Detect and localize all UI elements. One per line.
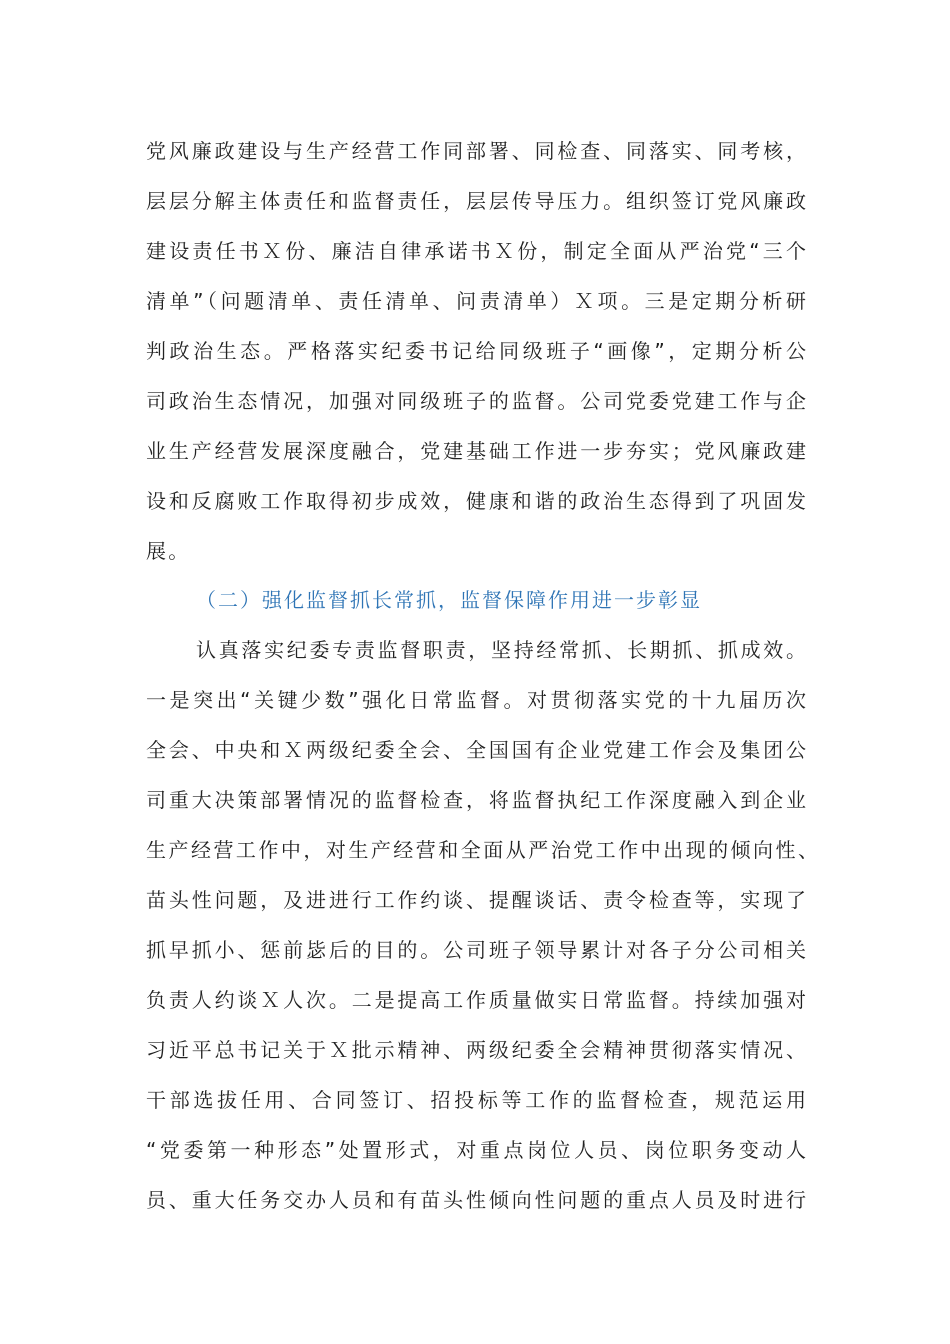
paragraph-1-line: 清单”（问题清单、责任清单、问责清单）Ｘ项。三是定期分析研 [146, 289, 806, 313]
paragraph-2-line: 生产经营工作中，对生产经营和全面从严治党工作中出现的倾向性、 [146, 838, 818, 862]
paragraph-2-line: 干部选拔任用、合同签订、招投标等工作的监督检查，规范运用 [146, 1088, 806, 1112]
paragraph-2-line: 一是突出“关键少数”强化日常监督。对贯彻落实党的十九届历次 [146, 688, 806, 712]
paragraph-2-line: 习近平总书记关于Ｘ批示精神、两级纪委全会精神贯彻落实情况、 [146, 1038, 806, 1062]
paragraph-1-line: 展。 [146, 539, 191, 563]
paragraph-1-line: 层层分解主体责任和监督责任，层层传导压力。组织签订党风廉政 [146, 189, 806, 213]
paragraph-2-line: 全会、中央和Ｘ两级纪委全会、全国国有企业党建工作会及集团公 [146, 738, 806, 762]
paragraph-1-line: 业生产经营发展深度融合，党建基础工作进一步夯实；党风廉政建 [146, 439, 806, 463]
paragraph-1-line: 判政治生态。严格落实纪委书记给同级班子“画像”，定期分析公 [146, 339, 806, 363]
paragraph-2-line: 司重大决策部署情况的监督检查，将监督执纪工作深度融入到企业 [146, 788, 806, 812]
section-heading: （二）强化监督抓长常抓，监督保障作用进一步彰显 [196, 588, 702, 612]
paragraph-2-line: “党委第一种形态”处置形式，对重点岗位人员、岗位职务变动人 [146, 1138, 806, 1162]
paragraph-2-line: 认真落实纪委专责监督职责，坚持经常抓、长期抓、抓成效。 [196, 638, 806, 662]
paragraph-2-line: 苗头性问题，及进进行工作约谈、提醒谈话、责令检查等，实现了 [146, 888, 806, 912]
paragraph-1-line: 司政治生态情况，加强对同级班子的监督。公司党委党建工作与企 [146, 389, 806, 413]
paragraph-2-line: 员、重大任务交办人员和有苗头性倾向性问题的重点人员及时进行 [146, 1188, 806, 1212]
paragraph-1-line: 设和反腐败工作取得初步成效，健康和谐的政治生态得到了巩固发 [146, 489, 806, 513]
paragraph-1-line: 党风廉政建设与生产经营工作同部署、同检查、同落实、同考核， [146, 139, 806, 163]
paragraph-2-line: 负责人约谈Ｘ人次。二是提高工作质量做实日常监督。持续加强对 [146, 988, 806, 1012]
paragraph-1-line: 建设责任书Ｘ份、廉洁自律承诺书Ｘ份，制定全面从严治党“三个 [146, 239, 806, 263]
paragraph-2-line: 抓早抓小、惩前毖后的目的。公司班子领导累计对各子分公司相关 [146, 938, 806, 962]
